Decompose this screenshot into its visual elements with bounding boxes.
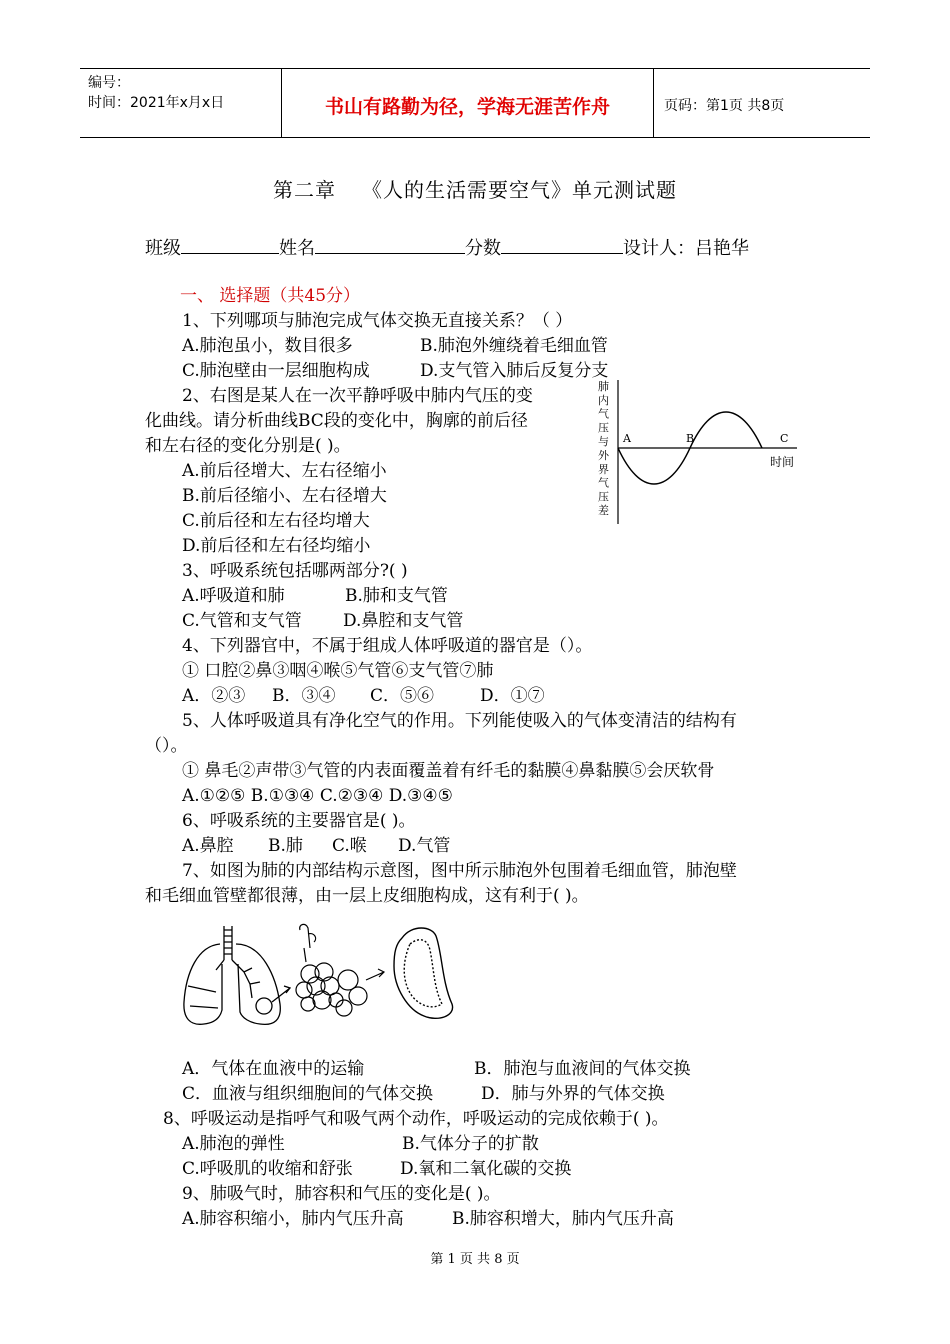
q4-stem: 4、下列器官中，不属于组成人体呼吸道的器官是（）。 — [182, 636, 593, 656]
q8-option-d: D.氧和二氧化碳的交换 — [400, 1159, 572, 1179]
score-label: 分数 — [465, 238, 501, 259]
q6-option-b: B.肺 — [268, 836, 303, 856]
q2-line-3: 和左右径的变化分别是( )。 — [145, 436, 351, 456]
q4-option-c: C．⑤⑥ — [370, 686, 435, 706]
section-heading: 一、 选择题（共45分） — [180, 286, 361, 306]
ylabel-char: 外 — [598, 449, 609, 462]
q8-stem: 8、呼吸运动是指呼气和吸气两个动作，呼吸运动的完成依赖于( )。 — [163, 1109, 669, 1129]
point-label-c: C — [780, 432, 789, 445]
name-blank[interactable] — [315, 235, 465, 254]
ylabel-char: 肺 — [598, 380, 609, 393]
designer-label: 设计人：吕艳华 — [623, 238, 749, 259]
ylabel-char: 界 — [598, 462, 609, 476]
q3-option-a: A.呼吸道和肺 — [182, 586, 285, 606]
date-label: 时间：2021年x月x日 — [88, 95, 225, 111]
q8-option-a: A.肺泡的弹性 — [182, 1134, 285, 1154]
student-info-line — [145, 234, 749, 260]
ylabel-char: 内 — [598, 393, 609, 407]
q4-option-a: A．②③ — [182, 686, 246, 706]
q5-options: A.①②⑤ B.①③④ C.②③④ D.③④⑤ — [182, 786, 453, 806]
pressure-chart-ylabel — [598, 379, 610, 517]
q1-option-c: C.肺泡壁由一层细胞构成 — [182, 361, 370, 381]
q2-line-2: 化曲线。请分析曲线BC段的变化中，胸廓的前后径 — [145, 411, 528, 431]
q6-stem: 6、呼吸系统的主要器官是( )。 — [182, 811, 416, 831]
q5-line-1: 5、人体呼吸道具有净化空气的作用。下列能使吸入的气体变清洁的结构有 — [182, 711, 737, 731]
q4-option-d: D．①⑦ — [480, 686, 545, 706]
q1-option-a: A.肺泡虽小，数目很多 — [182, 336, 353, 356]
ylabel-char: 气 — [598, 476, 609, 490]
document-title — [0, 174, 950, 203]
single-alveolus-drawing — [394, 928, 453, 1018]
alveoli-cluster-drawing — [296, 924, 384, 1016]
header-page-info: 页码：第1页 共8页 — [664, 98, 785, 114]
q4-option-b: B．③④ — [272, 686, 336, 706]
chapter-label: 第二章 — [273, 178, 336, 202]
q3-stem: 3、呼吸系统包括哪两部分?( ) — [182, 561, 408, 581]
pressure-chart-xlabel: 时间 — [770, 455, 795, 469]
page-footer: 第 1 页 共 8 页 — [430, 1252, 520, 1267]
q8-option-c: C.呼吸肌的收缩和舒张 — [182, 1159, 353, 1179]
q7-line-2: 和毛细血管壁都很薄，由一层上皮细胞构成，这有利于( )。 — [145, 886, 589, 906]
q4-items: ① 口腔②鼻③咽④喉⑤气管⑥支气管⑦肺 — [182, 661, 494, 681]
class-blank[interactable] — [181, 235, 279, 254]
q7-line-1: 7、如图为肺的内部结构示意图，图中所示肺泡外包围着毛细血管，肺泡壁 — [182, 861, 737, 881]
q6-option-a: A.鼻腔 — [182, 836, 234, 856]
page-header — [80, 68, 870, 138]
ylabel-char: 压 — [598, 421, 609, 435]
ylabel-char: 与 — [598, 435, 609, 449]
q8-option-b: B.气体分子的扩散 — [402, 1134, 539, 1154]
q9-option-a: A.肺容积缩小，肺内气压升高 — [182, 1209, 404, 1229]
q2-option-b: B.前后径缩小、左右径增大 — [182, 486, 387, 506]
code-label: 编号： — [88, 75, 130, 91]
q1-option-d: D.支气管入肺后反复分支 — [420, 361, 609, 381]
q5-items: ① 鼻毛②声带③气管的内表面覆盖着有纤毛的黏膜④鼻黏膜⑤会厌软骨 — [182, 761, 715, 781]
point-label-a: A — [623, 432, 631, 445]
q6-option-c: C.喉 — [332, 836, 367, 856]
q6-option-d: D.气管 — [398, 836, 451, 856]
ylabel-char: 压 — [598, 490, 609, 504]
q1-stem: 1、下列哪项与肺泡完成气体交换无直接关系？（ ） — [182, 311, 573, 331]
name-label: 姓名 — [279, 238, 315, 259]
point-label-b: B — [686, 432, 695, 445]
q2-option-c: C.前后径和左右径均增大 — [182, 511, 370, 531]
q5-line-2: （）。 — [145, 736, 188, 756]
q9-stem: 9、肺吸气时，肺容积和气压的变化是( )。 — [182, 1184, 501, 1204]
lung-structure-illustration — [180, 922, 470, 1032]
ylabel-char: 气 — [598, 407, 609, 421]
header-meta — [80, 69, 282, 137]
q2-line-1: 2、右图是某人在一次平静呼吸中肺内气压的变 — [182, 386, 533, 406]
q3-option-d: D.鼻腔和支气管 — [343, 611, 464, 631]
ylabel-char: 差 — [598, 504, 609, 518]
class-label: 班级 — [145, 238, 181, 259]
q3-option-b: B.肺和支气管 — [345, 586, 448, 606]
q7-option-a: A．气体在血液中的运输 — [182, 1059, 365, 1079]
q3-option-c: C.气管和支气管 — [182, 611, 302, 631]
q7-option-c: C．血液与组织细胞间的气体交换 — [182, 1084, 434, 1104]
lungs-drawing — [184, 926, 290, 1024]
score-blank[interactable] — [501, 235, 623, 254]
header-motto: 书山有路勤为径，学海无涯苦作舟 — [282, 69, 654, 137]
q7-option-d: D．肺与外界的气体交换 — [481, 1084, 665, 1104]
q2-option-d: D.前后径和左右径均缩小 — [182, 536, 371, 556]
q2-option-a: A.前后径增大、左右径缩小 — [182, 461, 387, 481]
q7-option-b: B．肺泡与血液间的气体交换 — [474, 1059, 691, 1079]
test-name: 《人的生活需要空气》单元测试题 — [362, 178, 677, 202]
q9-option-b: B.肺容积增大，肺内气压升高 — [452, 1209, 674, 1229]
pressure-chart — [592, 378, 812, 526]
q1-option-b: B.肺泡外缠绕着毛细血管 — [420, 336, 608, 356]
